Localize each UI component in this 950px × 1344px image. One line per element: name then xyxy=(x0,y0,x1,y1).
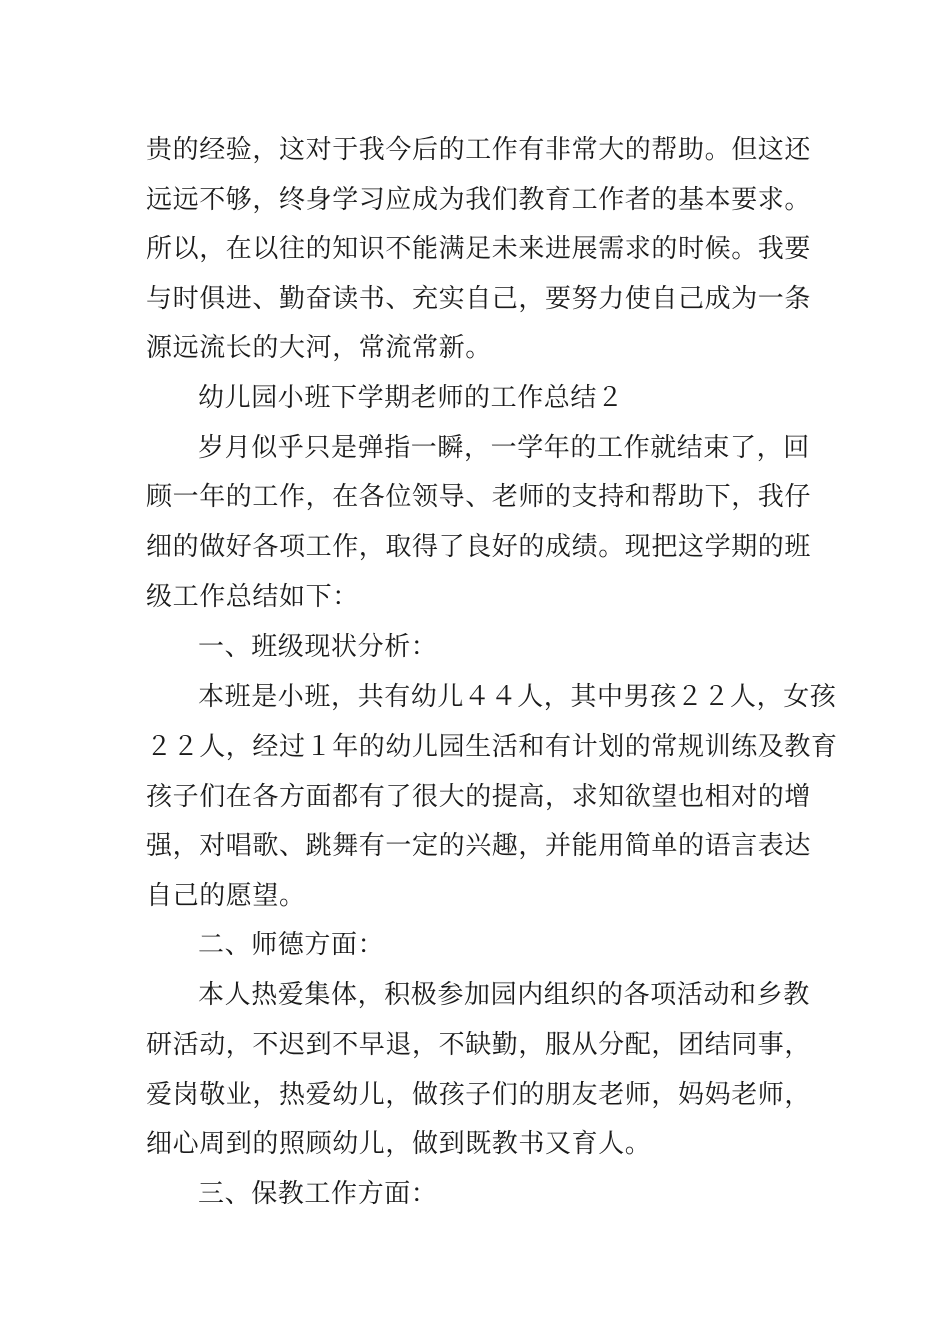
paragraph-line: 源远流长的大河，常流常新。 xyxy=(146,333,492,363)
paragraph-line: 孩子们在各方面都有了很大的提高，求知欲望也相对的增 xyxy=(146,782,812,812)
paragraph-line: 本班是小班，共有幼儿４４人，其中男孩２２人，女孩 xyxy=(198,682,837,712)
paragraph-line: 强，对唱歌、跳舞有一定的兴趣，并能用简单的语言表达 xyxy=(146,831,812,861)
section-heading: 二、师德方面： xyxy=(198,930,385,960)
paragraph-line: 远远不够，终身学习应成为我们教育工作者的基本要求。 xyxy=(146,185,812,215)
paragraph-line: 细的做好各项工作，取得了良好的成绩。现把这学期的班 xyxy=(146,532,812,562)
section-heading: 三、保教工作方面： xyxy=(198,1179,438,1209)
paragraph-line: 岁月似乎只是弹指一瞬，一学年的工作就结束了，回 xyxy=(198,433,810,463)
paragraph-line: ２２人，经过１年的幼儿园生活和有计划的常规训练及教育 xyxy=(146,732,838,762)
paragraph-line: 贵的经验，这对于我今后的工作有非常大的帮助。但这还 xyxy=(146,135,812,165)
section-title: 幼儿园小班下学期老师的工作总结２ xyxy=(198,383,624,413)
paragraph-line: 与时俱进、勤奋读书、充实自己，要努力使自己成为一条 xyxy=(146,284,812,314)
paragraph-line: 爱岗敬业，热爱幼儿，做孩子们的朋友老师，妈妈老师， xyxy=(146,1080,812,1110)
paragraph-line: 研活动，不迟到不早退，不缺勤，服从分配，团结同事， xyxy=(146,1030,812,1060)
paragraph-line: 自己的愿望。 xyxy=(146,881,306,911)
paragraph-line: 顾一年的工作，在各位领导、老师的支持和帮助下，我仔 xyxy=(146,482,812,512)
paragraph-line: 级工作总结如下： xyxy=(146,582,359,612)
paragraph-line: 细心周到的照顾幼儿，做到既教书又育人。 xyxy=(146,1129,652,1159)
paragraph-line: 本人热爱集体，积极参加园内组织的各项活动和乡教 xyxy=(198,980,810,1010)
section-heading: 一、班级现状分析： xyxy=(198,632,438,662)
paragraph-line: 所以，在以往的知识不能满足未来进展需求的时候。我要 xyxy=(146,234,812,264)
